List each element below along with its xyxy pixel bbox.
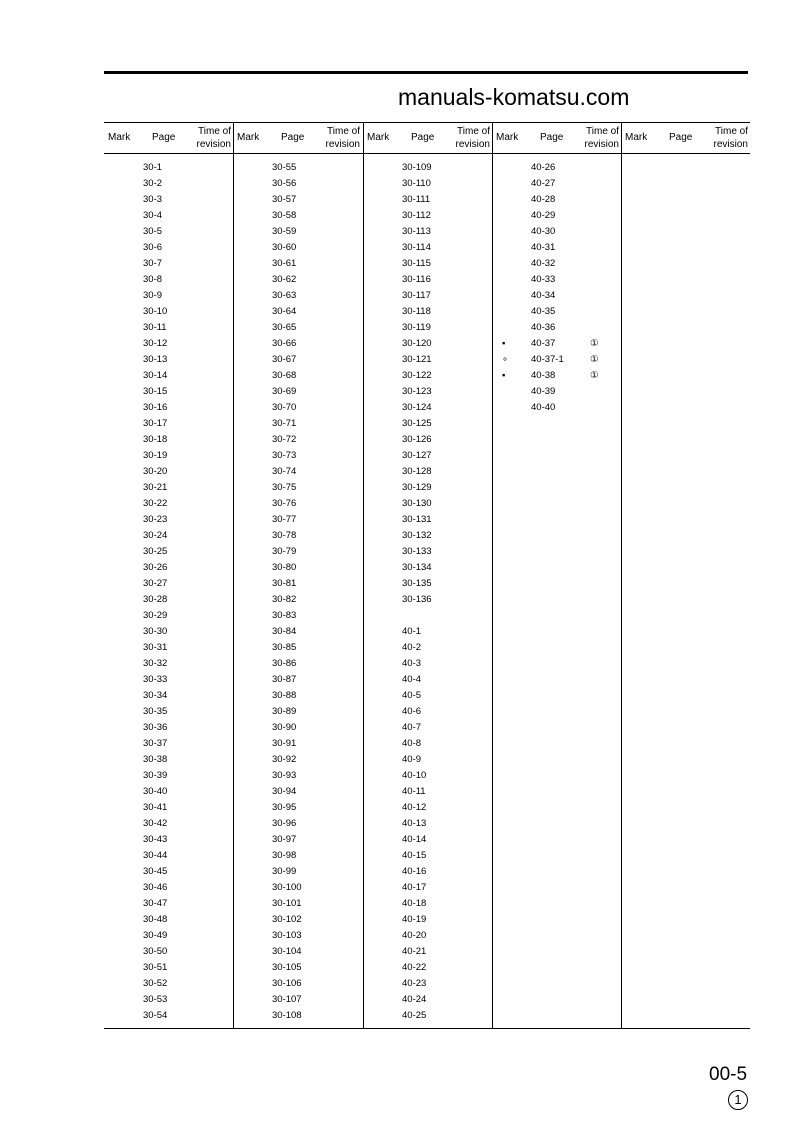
row-page: 30-130 [402,498,432,509]
top-rule [104,71,748,74]
row-mark: ∘ [502,354,508,365]
row-page: 30-3 [143,194,163,205]
row-page: 30-26 [143,562,168,573]
row-page: 30-61 [272,258,297,269]
row-page: 30-65 [272,322,297,333]
row-page: 40-39 [531,386,556,397]
row-page: 30-94 [272,786,297,797]
row-page: 30-30 [143,626,168,637]
header-mark: Mark [108,132,131,143]
row-page: 30-58 [272,210,297,221]
row-page: 30-89 [272,706,297,717]
row-page: 30-80 [272,562,297,573]
row-page: 30-15 [143,386,168,397]
row-page: 30-47 [143,898,168,909]
header-time-of-revision: Time of revision [325,126,360,150]
row-page: 30-64 [272,306,297,317]
row-page: 40-16 [402,866,427,877]
row-page: 30-27 [143,578,168,589]
row-page: 30-107 [272,994,302,1005]
row-page: 40-30 [531,226,556,237]
row-page: 30-10 [143,306,168,317]
row-page: 30-49 [143,930,168,941]
row-page: 30-31 [143,642,168,653]
row-page: 40-25 [402,1010,427,1021]
header-time-of-revision: Time of revision [455,126,490,150]
row-page: 30-20 [143,466,168,477]
row-page: 40-1 [402,626,422,637]
row-page: 30-9 [143,290,163,301]
column-divider [363,122,364,1028]
row-page: 40-2 [402,642,422,653]
row-page: 40-37-1 [531,354,564,365]
header-mark: Mark [625,132,648,143]
row-page: 40-8 [402,738,422,749]
row-page: 40-32 [531,258,556,269]
row-page: 30-45 [143,866,168,877]
header-mark: Mark [496,132,519,143]
row-page: 30-104 [272,946,302,957]
row-page: 30-88 [272,690,297,701]
row-page: 40-35 [531,306,556,317]
row-page: 30-136 [402,594,432,605]
row-page: 30-99 [272,866,297,877]
row-page: 30-69 [272,386,297,397]
column-header [363,122,492,153]
row-page: 40-4 [402,674,422,685]
row-page: 30-13 [143,354,168,365]
row-page: 30-59 [272,226,297,237]
row-page: 40-21 [402,946,427,957]
row-page: 30-111 [402,194,431,205]
row-page: 40-10 [402,770,427,781]
row-page: 30-2 [143,178,163,189]
row-page: 30-74 [272,466,297,477]
row-mark: ▪ [502,370,506,381]
row-page: 40-24 [402,994,427,1005]
row-page: 30-131 [402,514,432,525]
row-page: 30-121 [402,354,432,365]
row-page: 30-6 [143,242,163,253]
row-page: 30-16 [143,402,168,413]
row-page: 30-40 [143,786,168,797]
header-mark: Mark [367,132,390,143]
row-page: 30-133 [402,546,432,557]
row-page: 30-128 [402,466,432,477]
row-page: 30-73 [272,450,297,461]
row-page: 30-46 [143,882,168,893]
row-page: 40-3 [402,658,422,669]
row-page: 30-14 [143,370,168,381]
row-page: 30-63 [272,290,297,301]
page-number: 00-5 [709,1064,748,1085]
row-page: 30-123 [402,386,432,397]
row-page: 30-72 [272,434,297,445]
row-page: 30-98 [272,850,297,861]
row-page: 40-38 [531,370,556,381]
row-page: 30-8 [143,274,163,285]
row-page: 30-97 [272,834,297,845]
row-page: 30-108 [272,1010,302,1021]
row-page: 40-22 [402,962,427,973]
row-page: 30-122 [402,370,432,381]
row-page: 30-76 [272,498,297,509]
row-page: 30-60 [272,242,297,253]
row-page: 30-23 [143,514,168,525]
row-page: 30-109 [402,162,432,173]
row-page: 30-39 [143,770,168,781]
row-page: 30-103 [272,930,302,941]
row-page: 30-44 [143,850,168,861]
row-page: 40-14 [402,834,427,845]
row-page: 30-57 [272,194,297,205]
row-page: 30-22 [143,498,168,509]
row-page: 30-95 [272,802,297,813]
row-page: 30-68 [272,370,297,381]
row-page: 40-6 [402,706,422,717]
header-time-of-revision: Time of revision [713,126,748,150]
row-page: 30-33 [143,674,168,685]
row-page: 40-11 [402,786,426,797]
row-page: 30-53 [143,994,168,1005]
row-page: 30-18 [143,434,168,445]
header-time-of-revision: Time of revision [196,126,231,150]
row-page: 30-106 [272,978,302,989]
row-page: 30-84 [272,626,297,637]
row-page: 30-35 [143,706,168,717]
column-divider [233,122,234,1028]
row-page: 30-54 [143,1010,168,1021]
header-page: Page [152,132,176,143]
column-header [104,122,233,153]
row-page: 40-15 [402,850,427,861]
row-page: 30-36 [143,722,168,733]
row-page: 40-18 [402,898,427,909]
row-page: 30-55 [272,162,297,173]
column-divider [621,122,622,1028]
row-page: 30-86 [272,658,297,669]
row-page: 30-56 [272,178,297,189]
row-page: 40-28 [531,194,556,205]
row-page: 30-127 [402,450,432,461]
row-page: 30-112 [402,210,431,221]
row-page: 30-48 [143,914,168,925]
row-page: 30-77 [272,514,297,525]
row-page: 40-33 [531,274,556,285]
row-page: 40-34 [531,290,556,301]
column-header [233,122,362,153]
row-page: 30-37 [143,738,168,749]
row-page: 30-124 [402,402,432,413]
row-page: 30-24 [143,530,168,541]
row-page: 30-19 [143,450,168,461]
row-page: 30-12 [143,338,168,349]
row-page: 30-62 [272,274,297,285]
row-page: 30-132 [402,530,432,541]
row-page: 40-9 [402,754,422,765]
row-page: 30-135 [402,578,432,589]
row-page: 30-79 [272,546,297,557]
row-page: 30-21 [143,482,168,493]
row-page: 30-120 [402,338,432,349]
row-page: 30-32 [143,658,168,669]
row-page: 30-28 [143,594,168,605]
row-page: 30-102 [272,914,302,925]
row-page: 30-90 [272,722,297,733]
row-page: 30-105 [272,962,302,973]
row-revision: ① [590,370,599,381]
row-page: 30-116 [402,274,431,285]
row-page: 30-38 [143,754,168,765]
row-page: 40-20 [402,930,427,941]
row-page: 30-118 [402,306,431,317]
row-page: 30-83 [272,610,297,621]
header-page: Page [411,132,435,143]
row-page: 40-13 [402,818,427,829]
row-page: 30-134 [402,562,432,573]
row-page: 40-26 [531,162,556,173]
row-page: 30-113 [402,226,431,237]
row-page: 30-11 [143,322,167,333]
row-page: 40-36 [531,322,556,333]
row-page: 30-51 [143,962,168,973]
row-page: 40-31 [531,242,556,253]
row-page: 30-5 [143,226,163,237]
row-page: 30-93 [272,770,297,781]
row-revision: ① [590,354,599,365]
row-page: 30-85 [272,642,297,653]
page-revision-mark: 1 [728,1090,748,1110]
table-bottom-rule [104,1028,750,1029]
row-page: 30-126 [402,434,432,445]
row-mark: ▪ [502,338,506,349]
row-page: 30-115 [402,258,431,269]
row-page: 40-19 [402,914,427,925]
row-page: 30-114 [402,242,431,253]
row-page: 40-29 [531,210,556,221]
row-page: 30-81 [272,578,297,589]
row-page: 30-67 [272,354,297,365]
row-page: 40-17 [402,882,427,893]
row-page: 30-25 [143,546,168,557]
header-mark: Mark [237,132,260,143]
row-page: 40-27 [531,178,556,189]
column-header [621,122,750,153]
row-page: 30-100 [272,882,302,893]
row-page: 40-23 [402,978,427,989]
row-page: 30-29 [143,610,168,621]
row-page: 30-42 [143,818,168,829]
row-page: 30-125 [402,418,432,429]
row-page: 30-41 [143,802,168,813]
column-divider [492,122,493,1028]
row-page: 30-119 [402,322,431,333]
row-page: 30-17 [143,418,168,429]
row-page: 30-7 [143,258,163,269]
row-page: 30-78 [272,530,297,541]
row-page: 30-92 [272,754,297,765]
row-page: 30-75 [272,482,297,493]
row-page: 30-52 [143,978,168,989]
row-page: 30-110 [402,178,431,189]
row-page: 40-37 [531,338,556,349]
row-page: 40-12 [402,802,427,813]
header-page: Page [540,132,564,143]
row-page: 30-70 [272,402,297,413]
watermark: manuals-komatsu.com [398,84,630,110]
header-page: Page [669,132,693,143]
row-page: 40-7 [402,722,422,733]
row-page: 30-4 [143,210,163,221]
row-revision: ① [590,338,599,349]
row-page: 30-1 [143,162,163,173]
row-page: 30-101 [272,898,302,909]
row-page: 30-71 [272,418,297,429]
row-page: 30-87 [272,674,297,685]
header-page: Page [281,132,305,143]
row-page: 30-66 [272,338,297,349]
header-bottom-rule [104,153,750,154]
row-page: 40-40 [531,402,556,413]
row-page: 30-91 [272,738,297,749]
header-time-of-revision: Time of revision [584,126,619,150]
row-page: 30-50 [143,946,168,957]
row-page: 30-43 [143,834,168,845]
row-page: 30-129 [402,482,432,493]
row-page: 30-96 [272,818,297,829]
row-page: 30-82 [272,594,297,605]
row-page: 30-117 [402,290,431,301]
column-header [492,122,621,153]
row-page: 40-5 [402,690,422,701]
row-page: 30-34 [143,690,168,701]
